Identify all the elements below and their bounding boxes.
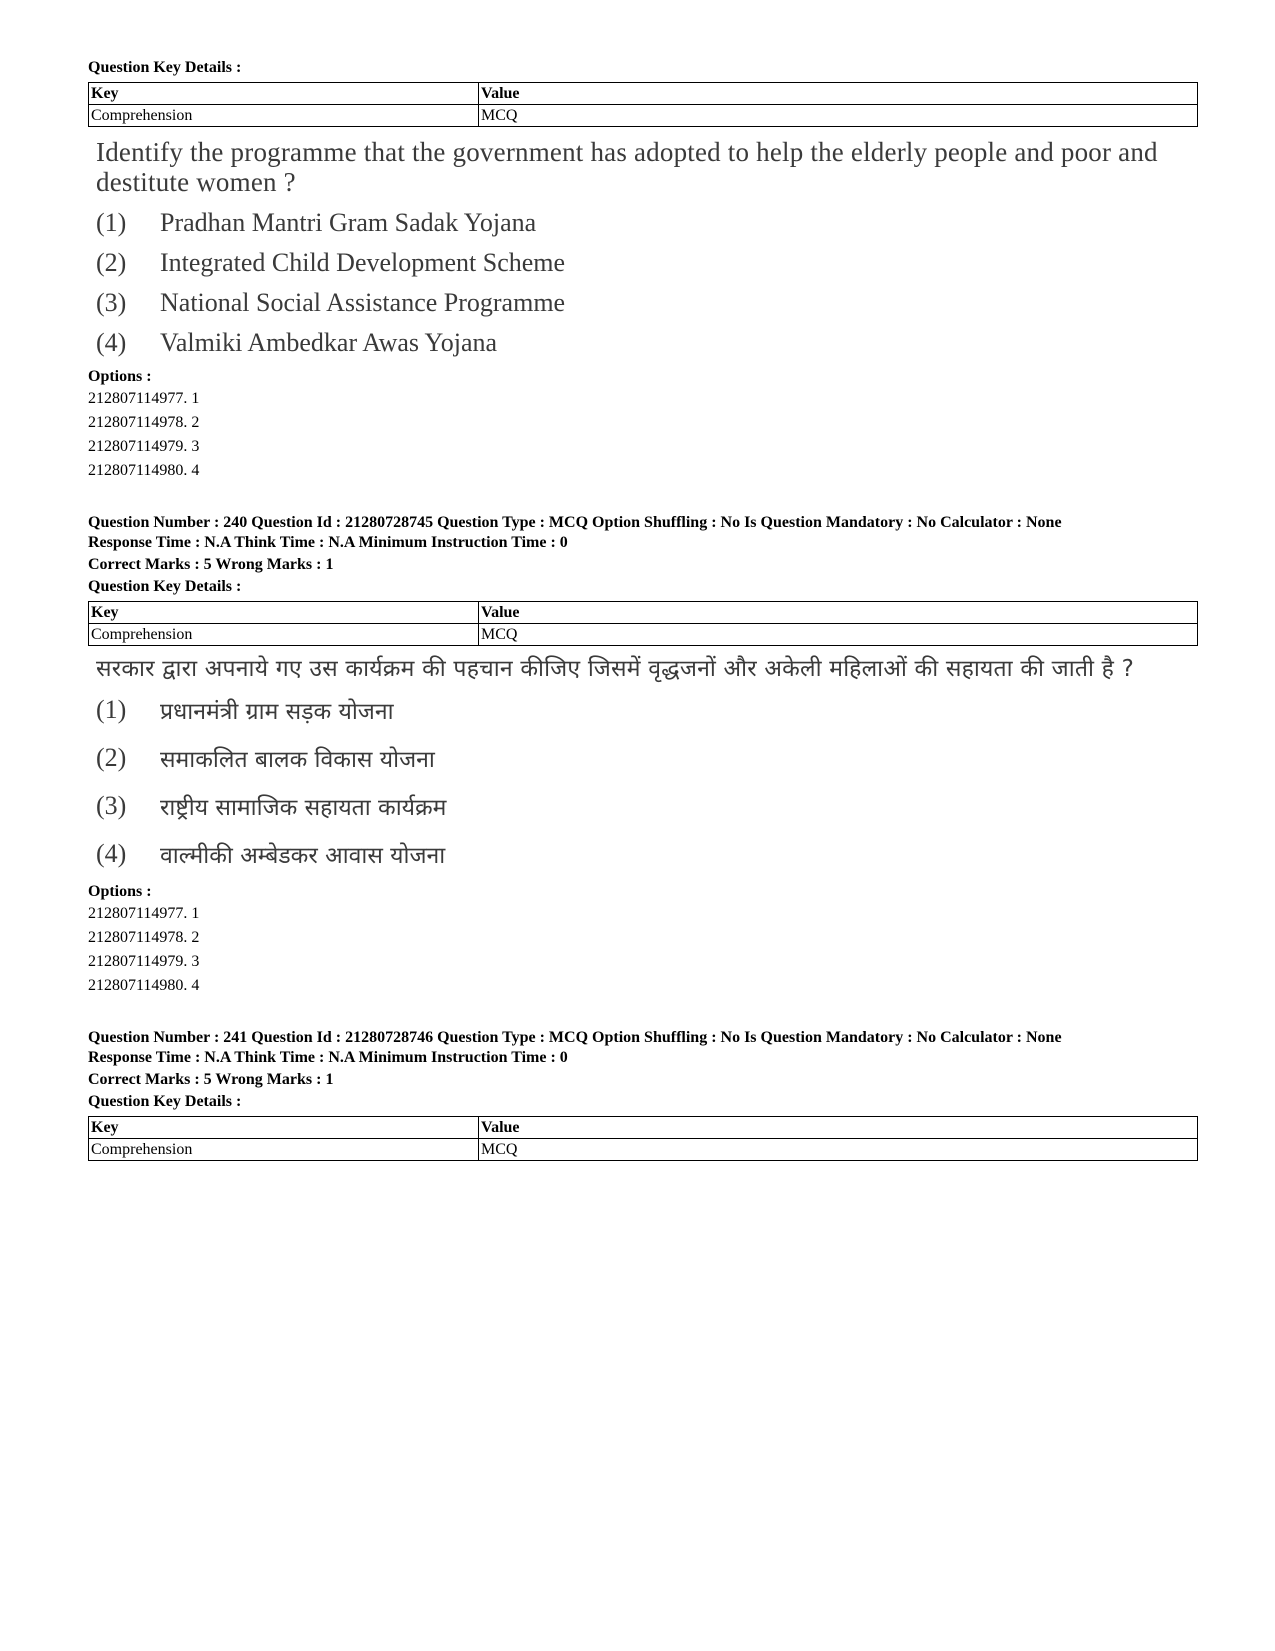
table-cell-key: Comprehension: [89, 624, 479, 646]
choice-number: (3): [96, 288, 127, 317]
table-header-value: Value: [479, 1117, 1198, 1139]
marks-line: Correct Marks : 5 Wrong Marks : 1: [88, 556, 334, 573]
choice-1: [96, 203, 1196, 243]
choice-text: राष्ट्रीय सामाजिक सहायता कार्यक्रम: [160, 795, 447, 821]
option-item: 212807114980. 4: [88, 462, 200, 479]
key-details-title: Question Key Details :: [88, 1093, 242, 1110]
choice-number: (4): [96, 328, 127, 357]
choice-text: National Social Assistance Programme: [160, 288, 566, 317]
choice-text: Pradhan Mantri Gram Sadak Yojana: [160, 208, 537, 237]
choice-number: (4): [96, 839, 127, 868]
options-title: Options :: [88, 883, 152, 900]
choice-number: (1): [96, 208, 127, 237]
table-cell-value: MCQ: [479, 1139, 1198, 1161]
choice-2: [96, 734, 1196, 782]
table-cell-key: Comprehension: [89, 1139, 479, 1161]
question-meta-line-1: Question Number : 240 Question Id : 21280728745 Question Type : MCQ Option Shuffling : No Is Question Mandatory : No Calculator : None: [88, 514, 1062, 531]
table-header-key: Key: [89, 83, 479, 105]
choice-3: [96, 782, 1196, 830]
table-header-key: Key: [89, 1117, 479, 1139]
table-cell-value: MCQ: [479, 624, 1198, 646]
key-details-title: Question Key Details :: [88, 59, 242, 76]
option-item: 212807114980. 4: [88, 977, 200, 994]
choice-text: Valmiki Ambedkar Awas Yojana: [160, 328, 498, 357]
choice-number: (2): [96, 743, 127, 772]
option-item: 212807114977. 1: [88, 905, 200, 922]
option-item: 212807114977. 1: [88, 390, 200, 407]
choice-4: [96, 323, 1196, 363]
table-header-value: Value: [479, 602, 1198, 624]
table-cell-key: Comprehension: [89, 105, 479, 127]
marks-line: Correct Marks : 5 Wrong Marks : 1: [88, 1071, 334, 1088]
choice-text: समाकलित बालक विकास योजना: [160, 747, 435, 773]
question-block-241: [88, 1028, 1196, 1161]
key-details-table: [88, 601, 1198, 646]
question-meta-line-1: Question Number : 241 Question Id : 21280728746 Question Type : MCQ Option Shuffling : No Is Question Mandatory : No Calculator : None: [88, 1029, 1062, 1046]
option-item: 212807114979. 3: [88, 953, 200, 970]
choice-text: वाल्मीकी अम्बेडकर आवास योजना: [160, 843, 446, 869]
table-cell-value: MCQ: [479, 105, 1198, 127]
key-details-table: [88, 1116, 1198, 1161]
choice-4: [96, 830, 1196, 878]
question-block-240: [88, 513, 1196, 998]
question-text-english: Identify the programme that the government has adopted to help the elderly people and poor and destitute women ?: [96, 137, 1158, 197]
question-meta-line-2: Response Time : N.A Think Time : N.A Minimum Instruction Time : 0: [88, 534, 568, 551]
options-list: [88, 387, 1196, 483]
table-header-key: Key: [89, 602, 479, 624]
choice-number: (1): [96, 695, 127, 724]
question-meta-line-2: Response Time : N.A Think Time : N.A Minimum Instruction Time : 0: [88, 1049, 568, 1066]
choice-text: Integrated Child Development Scheme: [160, 248, 566, 277]
choice-2: [96, 243, 1196, 283]
options-title: Options :: [88, 368, 152, 385]
document-page: [88, 58, 1196, 1161]
question-block-239: [88, 58, 1196, 483]
table-header-value: Value: [479, 83, 1198, 105]
option-item: 212807114979. 3: [88, 438, 200, 455]
choice-number: (3): [96, 791, 127, 820]
choice-text: प्रधानमंत्री ग्राम सड़क योजना: [160, 699, 394, 725]
question-text-hindi: सरकार द्वारा अपनाये गए उस कार्यक्रम की पहचान कीजिए जिसमें वृद्धजनों और अकेली महिलाओं की सहायता की जाती है ?: [96, 656, 1134, 682]
option-item: 212807114978. 2: [88, 414, 200, 431]
choice-number: (2): [96, 248, 127, 277]
option-item: 212807114978. 2: [88, 929, 200, 946]
key-details-table: [88, 82, 1198, 127]
choice-3: [96, 283, 1196, 323]
key-details-title: Question Key Details :: [88, 578, 242, 595]
options-list: [88, 902, 1196, 998]
choice-1: [96, 686, 1196, 734]
